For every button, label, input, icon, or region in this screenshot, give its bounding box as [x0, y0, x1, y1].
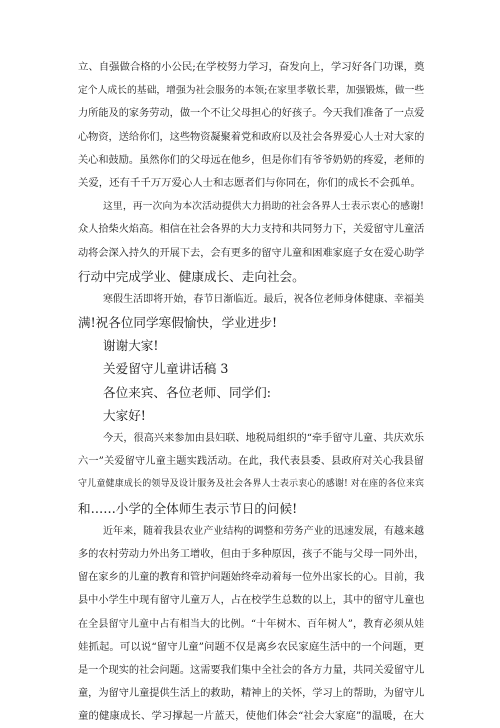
- text-line: 行动中完成学业、健康成长、走向社会。: [78, 268, 305, 284]
- text-line: 关心和鼓励。虽然你们的父母远在他乡，但是你们有爷爷奶奶的疼爱，老师的: [78, 154, 424, 166]
- text-line: 童，为留守儿童提供生活上的救助，精神上的关怀，学习上的帮助，为留守儿: [78, 688, 424, 700]
- text-line: 大家好!: [103, 407, 146, 423]
- text-line: 定个人成长的基础，增强为社会服务的本领;在家里孝敬长辈，加强锻炼，做一些: [78, 85, 424, 97]
- text-line: 动将会深入持久的开展下去，会有更多的留守儿童和困难家庭子女在爱心助学: [78, 247, 424, 259]
- text-line: 力所能及的家务劳动，做一个不让父母担心的好孩子。今天我们准备了一点爱: [78, 108, 424, 120]
- text-line: 谢谢大家!: [103, 338, 159, 354]
- text-line: 留在家乡的儿童的教育和管护问题始终牵动着每一位外出家长的心。目前，我: [78, 572, 424, 584]
- text-line: 关爱，还有千千万万爱心人士和志愿者们与你同在，你们的成长不会孤单。: [78, 176, 421, 189]
- text-line: 童的健康成长、学习撑起一片蓝天，使他们体会“社会大家庭”的温暖，在大: [78, 710, 424, 723]
- text-line: 守儿童健康成长的领导及设计服务及社会各界人士表示衷心的感谢! 对在座的各位来宾: [78, 479, 424, 490]
- text-line: 满!祝各位同学寒假愉快，学业进步!: [78, 315, 278, 331]
- text-line: 近年来，随着我县农业产业结构的调整和劳务产业的迅速发展，有越来越: [103, 525, 424, 537]
- text-line: 是一个现实的社会问题。这需要我们集中全社会的各方力量，共同关爱留守儿: [78, 664, 424, 676]
- text-line: 众人拾柴火焰高。相信在社会各界的大力支持和共同努力下，关爱留守儿童活: [78, 224, 424, 236]
- text-line: 寒假生活即将开始，春节日渐临近。最后，祝各位老师身体健康、幸福美: [103, 293, 424, 305]
- text-line: 在全县留守儿童中占有相当大的比例。“十年树木、百年树人”，教育必须从娃: [78, 618, 424, 630]
- text-line: 县中小学生中现有留守儿童万人，占在校学生总数的以上，其中的留守儿童也: [78, 595, 424, 607]
- text-line: 娃抓起。可以说“留守儿童”问题不仅是离乡农民家庭生活中的一个问题，更: [78, 640, 424, 653]
- text-line: 和……小学的全体师生表示节日的问候!: [78, 500, 298, 516]
- document-body: [78, 56, 424, 728]
- text-line: 多的农村劳动力外出务工增收，但由于多种原因，孩子不能与父母一同外出，: [78, 548, 424, 560]
- text-line: 立、自强做合格的小公民;在学校努力学习，奋发向上，学习好各门功课，奠: [78, 61, 424, 73]
- text-line: 今天，很高兴来参加由县妇联、地税局组织的“牵手留守儿童、共庆欢乐: [103, 433, 424, 444]
- text-line: 各位来宾、各位老师、同学们:: [103, 384, 271, 400]
- text-line: 关爱留守儿童讲话稿 3: [103, 361, 229, 377]
- text-line: 这里，再一次向为本次活动提供大力捐助的社会各界人士表示衷心的感谢!: [103, 201, 424, 213]
- text-line: 心物资，送给你们，这些物资凝聚着党和政府以及社会各界爱心人士对大家的: [78, 131, 424, 143]
- text-line: 六一”关爱留守儿童主题实践活动。在此，我代表县委、县政府对关心我县留: [78, 456, 424, 468]
